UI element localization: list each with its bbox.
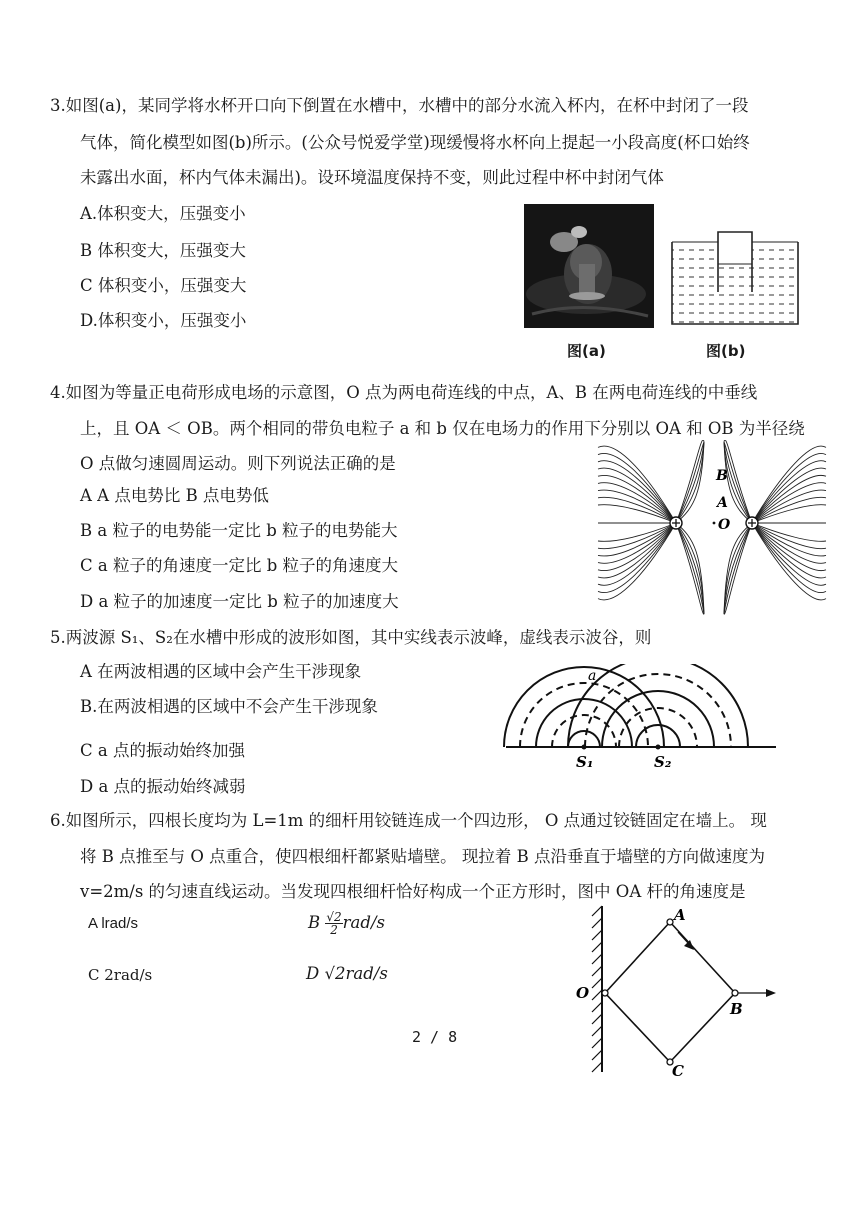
q6-option-a: A lrad/s [88, 915, 139, 932]
q5-wave-interference-diagram [500, 664, 780, 776]
q6-option-b-letter: B [308, 913, 321, 932]
motion-arrow-icon [684, 940, 694, 950]
q3-stem-line-2: 气体，简化模型如图(b)所示。(公众号悦爱学堂)现缓慢将水杯向上提起一小段高度(杯口始终 [80, 133, 750, 152]
q6-option-d-value: √2rad/s [324, 964, 388, 983]
q3-diagram-figure-b [668, 228, 804, 328]
q4-electric-field-diagram [596, 440, 828, 616]
q4-stem-line-1: 4.如图为等量正电荷形成电场的示意图，O 点为两电荷连线的中点，A、B 在两电荷连线的中垂线 [50, 383, 758, 402]
q6-option-c: C 2rad/s [88, 966, 153, 984]
q6-stem-line-1: 6.如图所示，四根长度均为 L=1m 的细杆用铰链连成一个四边形， O 点通过铰链固定在墙上。 现 [50, 811, 767, 830]
q4-option-c: C a 粒子的角速度一定比 b 粒子的角速度大 [80, 556, 399, 575]
q3-figure-a-caption: 图(a) [567, 342, 606, 360]
q5-label-s2: S₂ [654, 753, 672, 771]
q3-stem-line-1: 3.如图(a)，某同学将水杯开口向下倒置在水槽中，水槽中的部分水流入杯内，在杯中封闭了一段 [50, 96, 749, 115]
q6-option-b [308, 908, 385, 938]
q3-option-c: C 体积变小，压强变大 [80, 276, 247, 295]
q4-label-b: B [716, 468, 728, 484]
q6-option-d-letter: D [306, 964, 320, 983]
q6-option-b-numerator: √2 [326, 910, 342, 924]
q6-stem-line-3: v=2m/s 的匀速直线运动。当发现四根细杆恰好构成一个正方形时，图中 OA 杆的角速度是 [80, 882, 746, 901]
q6-label-c: C [672, 1062, 684, 1080]
q3-option-a: A.体积变大，压强变小 [80, 204, 246, 223]
q3-stem-line-3: 未露出水面，杯内气体未漏出)。设环境温度保持不变，则此过程中杯中封闭气体 [80, 168, 664, 187]
q4-option-a: A A 点电势比 B 点电势低 [80, 486, 269, 505]
q6-linkage-diagram [570, 900, 780, 1080]
q5-option-d: D a 点的振动始终减弱 [80, 777, 246, 796]
q6-option-b-fraction [325, 911, 342, 936]
q6-option-b-unit: rad/s [342, 913, 385, 932]
q6-label-o: O [576, 984, 590, 1002]
q3-option-b: B 体积变大，压强变大 [80, 241, 246, 260]
q3-figure-b-caption: 图(b) [706, 342, 746, 360]
q4-label-a: A [717, 495, 728, 511]
q3-photo-figure-a [524, 204, 654, 328]
q5-stem-line-1: 5.两波源 S₁、S₂在水槽中形成的波形如图，其中实线表示波峰，虚线表示波谷，则 [50, 628, 652, 647]
q4-stem-line-3: O 点做匀速圆周运动。则下列说法正确的是 [80, 454, 396, 473]
q6-option-d [306, 964, 388, 984]
q3-option-d: D.体积变小，压强变小 [80, 311, 247, 330]
q5-label-a: a [588, 668, 597, 684]
q4-option-b: B a 粒子的电势能一定比 b 粒子的电势能大 [80, 521, 398, 540]
velocity-arrow-icon [766, 989, 776, 997]
page-number: 2 / 8 [412, 1028, 458, 1046]
q5-option-c: C a 点的振动始终加强 [80, 741, 245, 760]
q6-label-b: B [730, 1000, 743, 1018]
q6-stem-line-2: 将 B 点推至与 O 点重合，使四根细杆都紧贴墙壁。 现拉着 B 点沿垂直于墙壁的方向做速度为 [80, 847, 765, 866]
q5-option-a: A 在两波相遇的区域中会产生干涉现象 [80, 662, 362, 681]
q4-stem-line-2: 上，且 OA ＜ OB。两个相同的带负电粒子 a 和 b 仅在电场力的作用下分别以 OA 和 OB 为半径绕 [80, 419, 805, 438]
q5-label-s1: S₁ [576, 753, 594, 771]
q6-label-a: A [674, 906, 686, 924]
q5-option-b: B.在两波相遇的区域中不会产生干涉现象 [80, 697, 378, 716]
q4-option-d: D a 粒子的加速度一定比 b 粒子的加速度大 [80, 592, 399, 611]
q6-option-b-denominator: 2 [330, 923, 338, 937]
q4-label-o: O [718, 517, 731, 533]
